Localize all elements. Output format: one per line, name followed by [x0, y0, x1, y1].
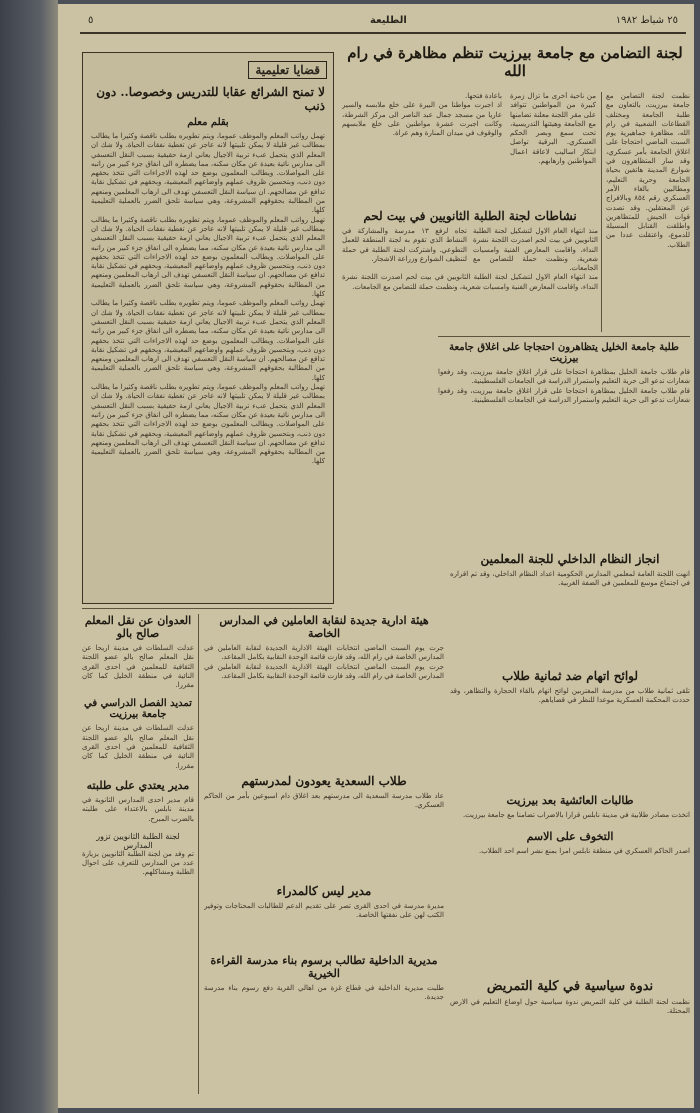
hebron-article — [438, 342, 690, 542]
nursing-title: ندوة سياسية في كلية التمريض — [486, 979, 654, 994]
students-activities-more: منذ انتهاء العام الاول لتشكيل لجنة الطلبة الثانويين في بيت لحم اصدرت اللجنة نشرة النداء، واقامت المعارض الفنية وامسيات شعرية، ونظمت حملة للتضامن مع الجامعات. — [342, 273, 598, 291]
kicker-label: قضايا تعليمية — [248, 61, 327, 79]
main-story-col-left — [342, 92, 502, 202]
girls-school-body: اتخذت مصادر طلابية في مدينة نابلس قرارا بالاضراب تضامنا مع جامعة بيرزيت. — [462, 811, 690, 819]
school-director-body: قام مدير احدى المدارس الثانوية في مدينة نابلس بالاعتداء على طلبته بالضرب المبرح. — [82, 795, 194, 823]
name-fear-body: اصدر الحاكم العسكري في منطقة نابلس امرا بمنع نشر اسم احد الطلاب. — [478, 847, 690, 856]
column-rule-2 — [198, 614, 199, 1094]
main-story-text-right: نظمت لجنة التضامن مع جامعة بيرزيت، بالتعاون مع طلبة الجامعة ومختلف القطاعات الشعبية في رام الله، مظاهرة جماهيرية يوم السبت الماضي احتجاجا على اغلاق الجامعة بأمر عسكري، وقد سار المتظاهرون في شوارع المدينة هاتفين بحياة الجامعة وحرية التعليم، ومطالبين بالغاء الأمر العسكري رقم ٨٥٤ وبالافراج عن المعتقلين. وقد تصدت قوات الجيش للمتظاهرين واطلقت القنابل المسيلة للدموع، واعتقلت عددا من الطلاب. — [606, 92, 690, 249]
girls-school-title: طالبات العائشية بعد بيرزيت — [506, 794, 634, 807]
students-activities-col1: تجاه لرفع ١٣ مدرسة والمشاركة في النشاط الذي تقوم به لجنة المنطقة للعمل التطوعي. واشتركت لجنة الطلبة في حملة لتنظيف الشوارع وزراعة الاشجار. — [342, 227, 467, 263]
issue-date: ٢٥ شباط ١٩٨٢ — [615, 15, 678, 26]
newspaper-page — [58, 4, 694, 1108]
main-story-text-left: اذ اجبرت مواطنا من البيرة على خلع ملابسه والسير عاريا من مسجد جمال عبد الناصر الى مركز الشرطة، وكانت اجبرت عشرة مواطنين على خلع ملابسهم والوقوف في ميدان المنارة وهم عراة. — [342, 101, 502, 138]
teachers-committee-body: انهت اللجنة العامة لمعلمي المدارس الحكومية اعداد النظام الداخلي، وقد تم اقراره في اجتماع موسع للمعلمين في الضفة الغربية. — [450, 570, 690, 588]
indictment-title: لوائح اتهام ضد ثمانية طلاب — [501, 669, 639, 683]
section-rule — [438, 336, 690, 337]
teachers-committee-article — [450, 552, 690, 662]
box-body-text-repeat-3: تهمل رواتب المعلم والموظف عموما، ويتم تطويره بطلب ناقصة وكثيرا ما يطالب بمطالب غير قليلة لا يمكن تلبيتها لانه عاجز عن تغطية نفقات الحياة. ولا شك ان المعلم الذي يتحمل عبء تربية الاجيال يعاني ازمة حقيقية بسبب النقل التعسفي الى مدارس نائية بعيدة عن مكان سكنه، مما يضطره الى انفاق جزء كبير من راتبه على المواصلات. ويطالب المعلمون بوضع حد لهذه الاجراءات التي تتخذ بحقهم دون ذنب، وبتحسين ظروف عملهم واوضاعهم المعيشية، وبحقهم في تشكيل نقابة تدافع عن مصالحهم. ان سياسة النقل التعسفي تهدف الى ارهاب المعلمين ومنعهم من المطالبة بحقوقهم المشروعة، وهي سياسة تلحق الضرر بالعملية التعليمية كلها. — [91, 383, 325, 466]
union-title: هيئة ادارية جديدة لنقابة العاملين في المدارس الخاصة — [219, 614, 429, 640]
return-article — [204, 774, 444, 874]
page-binding-edge — [0, 0, 58, 1113]
main-headline: لجنة التضامن مع جامعة بيرزيت تنظم مظاهرة في رام الله — [347, 44, 683, 80]
column-rule — [601, 92, 602, 332]
name-fear-title: التخوف على الاسم — [526, 830, 614, 844]
education-issues-box — [82, 52, 334, 604]
committee-note-body: تم وفد من لجنة الطلبة الثانويين بزيارة عدد من المدارس للتعرف على احوال الطلبة ومشاكلهم. — [82, 849, 194, 877]
box-byline: بقلم معلم — [187, 117, 229, 128]
director-title: مدير ليس كالمدراء — [276, 884, 372, 898]
girls-school-article — [450, 794, 690, 904]
interior-dept-article — [204, 954, 444, 1094]
interior-dept-title: مديرية الداخلية تطالب برسوم بناء مدرسة القراءة الخيرية — [210, 954, 438, 980]
indictment-body: تلقى ثمانية طلاب من مدرسة المغتربين لوائح اتهام بالقاء الحجارة والتظاهر، وقد حددت المحكمة العسكرية موعدا للنظر في قضاياهم. — [450, 687, 690, 705]
box-body — [83, 132, 333, 467]
director-article — [204, 884, 444, 944]
main-story-text-mid: من ناحية أخرى ما تزال زمرة كبيرة من المواطنين تتوافد على مقر اللجنة معلنة تضامنها مع الجامعة وهيئتها التدريسية، تحت سمع وبصر الحكم العسكري. البرقية تواصل ابتكار اساليب لاعاقة اعمال المواطنين وارهابهم. — [510, 92, 596, 166]
main-story-cont: باعادة فتحها. — [465, 92, 502, 100]
teacher-transfer-title: العدوان عن نقل المعلم صالح بالو — [84, 614, 192, 640]
school-director-title: مدير يعتدي على طلبته — [86, 778, 190, 792]
page-number: ٥ — [88, 15, 94, 26]
page-header — [80, 10, 686, 34]
section-rule-2 — [82, 608, 332, 609]
students-activities-title: نشاطات لجنة الطلبة الثانويين في بيت لحم — [363, 209, 577, 223]
box-title: لا تمنح الشرائع عقابا للتدريس وخصوصا.. دون ذنب — [96, 85, 325, 113]
hebron-body-2: قام طلاب جامعة الخليل بمظاهرة احتجاجا على قرار اغلاق جامعة بيرزيت، وقد رفعوا شعارات تدعو الى حرية التعليم واستمرار الدراسة في الجامعات الفلسطينية. — [438, 386, 690, 404]
union-body: جرت يوم السبت الماضي انتخابات الهيئة الادارية الجديدة لنقابة العاملين في المدارس الخاصة في رام الله، وقد فازت قائمة الوحدة النقابية بكامل المقاعد. — [204, 644, 444, 662]
main-story-col-right — [606, 92, 690, 332]
newspaper-name: الطليعة — [370, 15, 407, 26]
semester-extension-body: عدلت السلطات في مدينة اريحا عن نقل المعلم صالح بالو عضو اللجنة الثقافية للمعلمين في احدى القرى النائية في منطقة الخليل كما كان مقررا. — [82, 724, 194, 770]
director-body: مديرة مدرسة في احدى القرى تصر على تقديم الدعم للطالبات المحتاجات وتوفير الكتب لهن على نفقتها الخاصة. — [204, 902, 444, 920]
nursing-body: نظمت لجنة الطلبة في كلية التمريض ندوة سياسية حول اوضاع التعليم في الارض المحتلة. — [450, 998, 690, 1016]
teacher-transfer-body: عدلت السلطات في مدينة اريحا عن نقل المعلم صالح بالو عضو اللجنة الثقافية للمعلمين في احدى القرى النائية في منطقة الخليل كما كان مقررا. — [82, 644, 194, 690]
return-title: طلاب السعدية يعودون لمدرستهم — [241, 774, 407, 788]
teacher-transfer-article — [82, 614, 194, 1094]
box-body-text-repeat-2: تهمل رواتب المعلم والموظف عموما، ويتم تطويره بطلب ناقصة وكثيرا ما يطالب بمطالب غير قليلة لا يمكن تلبيتها لانه عاجز عن تغطية نفقات الحياة. ولا شك ان المعلم الذي يتحمل عبء تربية الاجيال يعاني ازمة حقيقية بسبب النقل التعسفي الى مدارس نائية بعيدة عن مكان سكنه، مما يضطره الى انفاق جزء كبير من راتبه على المواصلات. ويطالب المعلمون بوضع حد لهذه الاجراءات التي تتخذ بحقهم دون ذنب، وبتحسين ظروف عملهم واوضاعهم المعيشية، وبحقهم في تشكيل نقابة تدافع عن مصالحهم. ان سياسة النقل التعسفي تهدف الى ارهاب المعلمين ومنعهم من المطالبة بحقوقهم المشروعة، وهي سياسة تلحق الضرر بالعملية التعليمية كلها. — [91, 299, 325, 382]
nursing-article — [450, 979, 690, 1094]
box-body-text-repeat: تهمل رواتب المعلم والموظف عموما، ويتم تطويره بطلب ناقصة وكثيرا ما يطالب بمطالب غير قليلة لا يمكن تلبيتها لانه عاجز عن تغطية نفقات الحياة. ولا شك ان المعلم الذي يتحمل عبء تربية الاجيال يعاني ازمة حقيقية بسبب النقل التعسفي الى مدارس نائية بعيدة عن مكان سكنه، مما يضطره الى انفاق جزء كبير من راتبه على المواصلات. ويطالب المعلمون بوضع حد لهذه الاجراءات التي تتخذ بحقهم دون ذنب، وبتحسين ظروف عملهم واوضاعهم المعيشية، وبحقهم في تشكيل نقابة تدافع عن مصالحهم. ان سياسة النقل التعسفي تهدف الى ارهاب المعلمين ومنعهم من المطالبة بحقوقهم المشروعة، وهي سياسة تلحق الضرر بالعملية التعليمية كلها. — [91, 215, 325, 299]
return-body: عاد طلاب مدرسة السعدية الى مدرستهم بعد اغلاق دام اسبوعين بأمر من الحاكم العسكري. — [204, 792, 444, 810]
semester-extension-title: تمديد الفصل الدراسي في جامعة بيرزيت — [84, 698, 192, 721]
box-body-text: تهمل رواتب المعلم والموظف عموما، ويتم تطويره بطلب ناقصة وكثيرا ما يطالب بمطالب غير قليلة لا يمكن تلبيتها لانه عاجز عن تغطية نفقات الحياة. ولا شك ان المعلم الذي يتحمل عبء تربية الاجيال يعاني ازمة حقيقية بسبب النقل التعسفي الى مدارس نائية بعيدة عن مكان سكنه، مما يضطره الى انفاق جزء كبير من راتبه على المواصلات. ويطالب المعلمون بوضع حد لهذه الاجراءات التي تتخذ بحقهم دون ذنب، وبتحسين ظروف عملهم واوضاعهم المعيشية، وبحقهم في تشكيل نقابة تدافع عن مصالحهم. ان سياسة النقل التعسفي تهدف الى ارهاب المعلمين ومنعهم من المطالبة بحقوقهم المشروعة، وهي سياسة تلحق الضرر بالعملية التعليمية كلها. — [91, 132, 325, 215]
indictment-article — [450, 669, 690, 779]
union-body-2: جرت يوم السبت الماضي انتخابات الهيئة الادارية الجديدة لنقابة العاملين في المدارس الخاصة في رام الله، وقد فازت قائمة الوحدة النقابية بكامل المقاعد. — [204, 662, 444, 680]
teachers-committee-title: انجاز النظام الداخلي للجنة المعلمين — [480, 552, 660, 566]
students-activities-col2: منذ انتهاء العام الاول لتشكيل لجنة الطلبة الثانويين في بيت لحم اصدرت اللجنة نشرة النداء، واقامت المعارض الفنية وامسيات شعرية، ونظمت حملة للتضامن مع الجامعات. — [473, 227, 598, 273]
committee-note-title: لجنة الطلبة الثانويين تزور المدارس — [96, 831, 180, 850]
interior-dept-body: طلبت مديرية الداخلية في قطاع غزة من اهالي القرية دفع رسوم بناء مدرسة جديدة. — [204, 984, 444, 1002]
main-headline-block — [340, 44, 690, 84]
hebron-body: قام طلاب جامعة الخليل بمظاهرة احتجاجا على قرار اغلاق جامعة بيرزيت، وقد رفعوا شعارات تدعو الى حرية التعليم واستمرار الدراسة في الجامعات الفلسطينية. — [438, 368, 690, 386]
union-article — [204, 614, 444, 764]
main-story-col-mid — [510, 92, 596, 202]
hebron-title: طلبة جامعة الخليل يتظاهرون احتجاجا على اغلاق جامعة بيرزيت — [449, 342, 679, 364]
